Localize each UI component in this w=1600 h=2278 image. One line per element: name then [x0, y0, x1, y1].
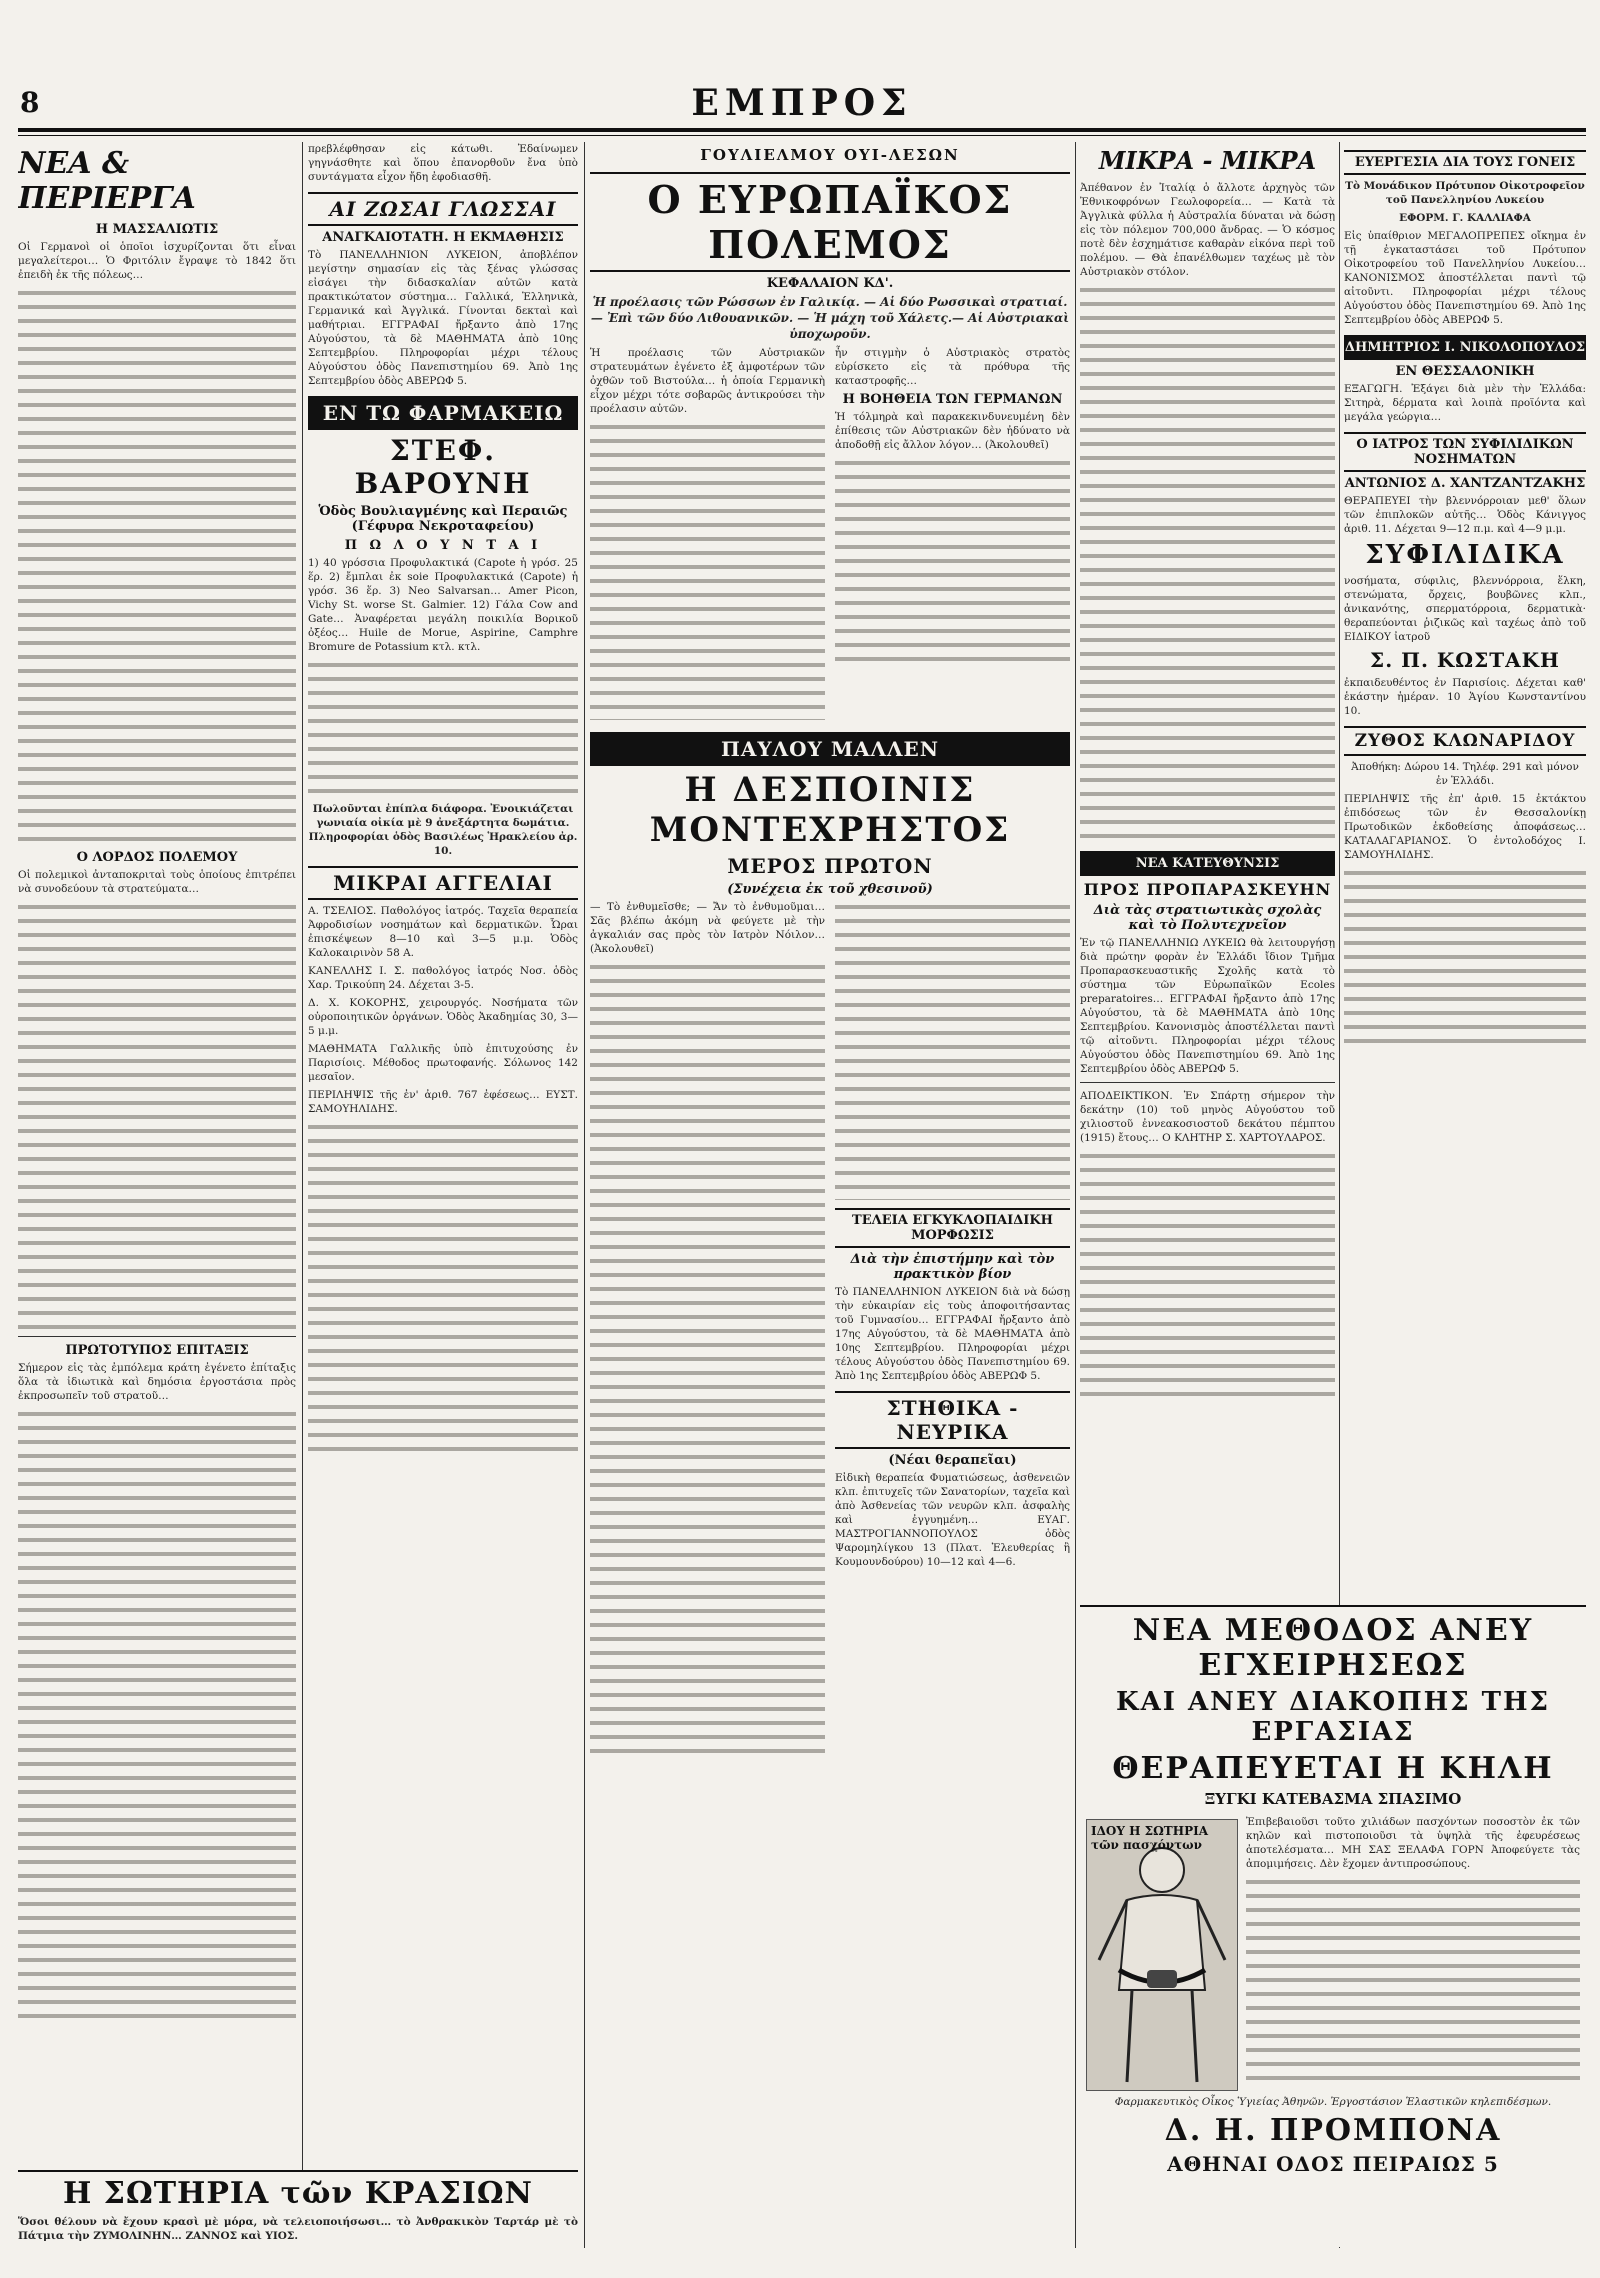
truss-illustration	[1086, 1819, 1238, 2091]
ad-text: Ἐν τῷ ΠΑΝΕΛΛΗΝΙΩ ΛΥΚΕΙΩ θὰ λειτουργήσῃ διὰ πρώτην φορὰν ἐν Ἑλλάδι ἴδιον Τμῆμα Προπαρασκευαστικῆς Σχολῆς κατὰ τὸ σύστημα τῶν Εὐρωπαϊκῶν Ecoles preparatoires… ΕΓΓΡΑΦΑΙ ἤρξαντο ἀπὸ 17ης Αὐγούστου, τὰ δὲ ΜΑΘΗΜΑΤΑ ἀπὸ 10ης Σεπτεμβρίου. Κανονισμὸς ἀποστέλλεται παντὶ τῷ αἰτοῦντι. Πληροφορίαι μέχρι τέλους Αὐγούστου ὁδὸς Πανεπιστημίου 69. Ἀπὸ 1ης Σεπτεμβρίου ὁδὸς ΑΒΕΡΩΦ 5.	[1080, 937, 1335, 1075]
ad-body	[1080, 1811, 1586, 2093]
pharmacy-list: 1) 40 γρόσσια Προφυλακτικά (Capote ἡ γρόσ. 25 ἕρ. 2) ἔμπλαι ἐκ soie Προφυλακτικά (Capote) ἡ γρόσ. 36 ἕρ. 3) Neo Salvarsan… Amer Picon, Vichy St. worse St. Galmier. 12) Γάλα Cow and Gate… Ἀναφέρεται μεγάλη ποικιλία Βορικοῦ ὀξέος… Huile de Morue, Aspirine, Camphre Bromure de Potassium κτλ. κτλ.	[308, 557, 578, 653]
article-body: Ἡ προέλασις τῶν Αὐστριακῶν στρατευμάτων ἐγένετο ἐξ ἀμφοτέρων τῶν ὀχθῶν τοῦ Βιστούλα… ἡ ὁποία Γερμανικὴ εἶχον μέχρι τότε σοβαρῶς ἀντικρούσει τὴν προέλασιν αὐτῶν.	[590, 347, 825, 415]
article-deck: Ἡ προέλασις τῶν Ρώσσων ἐν Γαλικίᾳ. — Αἱ δύο Ρωσσικαὶ στρατιαί.— Ἐπὶ τῶν δύο Λιθουανικῶν. — Ἡ μάχη τοῦ Χάλετς.— Αἱ Αὐστριακαὶ ὑποχωροῦν.	[590, 295, 1070, 341]
column-2	[308, 142, 578, 2254]
article-body	[18, 900, 296, 1330]
article-body-continued	[835, 456, 1070, 666]
ad-subheading: Τὸ Μονάδικον Πρότυπον Οἰκοτροφεῖον τοῦ Πανελληνίου Λυκείου	[1345, 180, 1585, 206]
serial-note: (Συνέχεια ἐκ τοῦ χθεσινοῦ)	[727, 882, 933, 897]
masthead-rule-thin	[18, 135, 1586, 136]
ad-heading: ΤΕΛΕΙΑ ΕΓΚΥΚΛΟΠΑΙΔΙΚΗ ΜΟΡΦΩΣΙΣ	[835, 1208, 1070, 1248]
ad-heading: ΝΕΑ ΚΑΤΕΥΘΥΝΣΙΣ	[1080, 851, 1335, 876]
ad-subheading: ΠΡΟΣ ΠΡΟΠΑΡΑΣΚΕΥΗΝ	[1083, 880, 1332, 899]
classified-ad: Δ. Χ. ΚΟΚΟΡΗΣ, χειρουργός. Νοσήματα τῶν οὐροποιητικῶν ὀργάνων. Ὁδὸς Ἀκαδημίας 30, 3—5 μ.μ.	[308, 997, 578, 1037]
serial-title: Η ΔΕΣΠΟΙΝΙΣ ΜΟΝΤΕΧΡΗΣΤΟΣ	[649, 770, 1011, 850]
column-divider	[584, 142, 585, 2248]
newspaper-page	[18, 0, 1586, 2278]
ad-heading: ΣΥΦΙΛΙΔΙΚΑ	[1365, 540, 1565, 570]
masthead-rule	[18, 128, 1586, 132]
story-title: ΠΡΩΤΟΤΥΠΟΣ ΕΠΙΤΑΞΙΣ	[65, 1343, 249, 1358]
article-continuation: πρεβλέφθησαν εἰς κάτωθι. Ἐδαίνωμεν γηγνάσθητε καὶ ὅπου ἐπανορθοῦν ἔνα ὑπὸ συντάγματα εἶχον ἤδη ἐφοδιασθῆ.	[308, 143, 578, 183]
ad-heading: ΑΙ ΖΩΣΑΙ ΓΛΩΣΣΑΙ	[308, 192, 578, 226]
story-lead: Οἱ πολεμικοὶ ἀνταποκριταὶ τοὺς ὁποίους ἐπιτρέπει νὰ συνοδεύουν τὰ στρατεύματα…	[18, 869, 296, 895]
wine-banner	[18, 2170, 578, 2272]
legal-notice: ΑΠΟΔΕΙΚΤΙΚΟΝ. Ἐν Σπάρτῃ σήμερον τὴν δεκάτην (10) τοῦ μηνὸς Αὐγούστου τοῦ χιλιοστοῦ ἐννεακοσιοστοῦ δεκάτου πέμπτου (1915) ἔτους… Ο ΚΛΗΤΗΡ Σ. ΧΑΡΤΟΥΛΑΡΟΣ.	[1080, 1090, 1335, 1144]
legal-notice: ΠΕΡΙΛΗΨΙΣ τῆς ἐπ' ἀριθ. 15 ἐκτάκτου ἐπιδόσεως τῶν ἐν Θεσσαλονίκῃ Πρωτοδικῶν ἐκδοθείσης ἀποφάσεως… ΚΑΤΑΛΑΓΑΡΙΑΝΟΣ. Ὁ ἐντολοδόχος Ι. ΣΑΜΟΥΗΛΙΔΗΣ.	[1344, 793, 1586, 861]
news-briefs: Ἀπέθανον ἐν Ἰταλίᾳ ὁ ἄλλοτε ἀρχηγὸς τῶν Ἐθνικοφρόνων Γεωλοφορεία… — Κατὰ τὰ Ἀγγλικὰ φύλλα ἡ Αὐστραλία δύναται νὰ δώσῃ εἰς τὸν πόλεμον 700,000 ἄνδρας. — Ὁ κόσμος ποτὲ δὲν ἐσχημάτισε καθαρὰν εἰκόνα περὶ τοῦ πολέμου. — Θὰ ἐπανέλθωμεν ταχέως μὲ τὸν Αὐστριακὸν στόλον.	[1080, 182, 1335, 278]
pharmacy-name: ΣΤΕΦ. ΒΑΡΟΥΝΗ	[354, 434, 532, 500]
column-3	[590, 142, 1070, 2254]
ad-text: ΘΕΡΑΠΕΥΕΙ τὴν βλεννόρροιαν μεθ' ὅλων τῶν ἐπιπλοκῶν αὐτῆς… Ὁδὸς Κάνιγγος ἀριθ. 11. Δέχεται 9—12 π.μ. καὶ 4—9 μ.μ.	[1344, 495, 1586, 535]
ad-subheading: Διὰ τὰς στρατιωτικὰς σχολὰς καὶ τὸ Πολυτεχνεῖον	[1093, 903, 1322, 933]
article-title: Ο ΕΥΡΩΠΑΪΚΟΣ ΠΟΛΕΜΟΣ	[590, 172, 1070, 272]
ad-subheading: ΕΝ ΘΕΣΣΑΛΟΝΙΚΗ	[1395, 364, 1535, 379]
ad-subheading: ΑΝΤΩΝΙΟΣ Δ. ΧΑΝΤΖΑΝΤΖΑΚΗΣ	[1344, 476, 1586, 491]
article-col-right	[835, 346, 1070, 724]
serial-col-right	[835, 900, 1070, 1764]
serial-kicker: ΠΑΥΛΟΥ ΜΑΛΛΕΝ	[590, 732, 1070, 766]
ad-text: νοσήματα, σύφιλις, βλεννόρροια, ἕλκη, στενώματα, ὄρχεις, βουβῶνες κλπ., ἀνικανότης, σπερματόρροια, δερματικὰ· θεραπεύονται ῥιζικῶς καὶ ταχέως ἀπὸ τοῦ ΕΙΔΙΚΟΥ ἰατροῦ	[1344, 575, 1586, 643]
ad-heading: ΣΤΗΘΙΚΑ - ΝΕΥΡΙΚΑ	[835, 1391, 1070, 1449]
pharmacy-address: Ὁδὸς Βουλιαγμένης καὶ Περαιῶς (Γέφυρα Νεκροταφείου)	[318, 504, 568, 534]
ad-footer-name: Δ. Η. ΠΡΟΜΠΟΝΑ	[1164, 2113, 1502, 2148]
article-body: Ἡ τόλμηρὰ καὶ παρακεκινδυνευμένη δὲν ἐπίθεσις τῶν Αὐστριακῶν δὲν ἠδύνατο νὰ ἀποδοθῇ εἰς ἄλλον λόγον… (Ἀκολουθεῖ)	[835, 411, 1070, 451]
classifieds-heading: ΜΙΚΡΑΙ ΑΓΓΕΛΙΑΙ	[308, 866, 578, 900]
pharmacy-sells: Π Ω Λ Ο Υ Ν Τ Α Ι	[344, 538, 542, 553]
serial-col-left	[590, 900, 825, 1764]
page-number: 8	[20, 86, 40, 119]
column-divider	[1075, 142, 1076, 2248]
hernia-ad	[1080, 1605, 1586, 2247]
ad-heading: ΕΥΕΡΓΕΣΙΑ ΔΙΑ ΤΟΥΣ ΓΟΝΕΙΣ	[1344, 150, 1586, 175]
ad-subhead: ΞΥΓΚΙ ΚΑΤΕΒΑΣΜΑ ΣΠΑΣΙΜΟ	[1204, 1790, 1462, 1808]
classified-ad: ΚΑΝΕΛΛΗΣ Ι. Σ. παθολόγος ἰατρός Νοσ. ὁδὸς Χαρ. Τρικούπη 24. Δέχεται 3-5.	[308, 965, 578, 991]
serial-columns	[590, 900, 1070, 1764]
ad-footer-text: Φαρμακευτικὸς Οἶκος Ὑγιείας Ἀθηνῶν. Ἐργοστάσιον Ἑλαστικῶν κηλεπιδέσμων.	[1114, 2096, 1552, 2108]
ad-text-continued	[1246, 1875, 1580, 2085]
ad-text: ἐκπαιδευθέντος ἐν Παρισίοις. Δέχεται καθ' ἑκάστην ἡμέραν. 10 Ἁγίου Κωνσταντίνου 10.	[1344, 677, 1586, 717]
classified-ad: ΜΑΘΗΜΑΤΑ Γαλλικῆς ὑπὸ ἐπιτυχούσης ἐν Παρισίοις. Μέθοδος πρωτοφανής. Σόλωνος 142 μεσαῖον.	[308, 1043, 578, 1083]
ad-heading: Σ. Π. ΚΩΣΤΑΚΗ	[1370, 648, 1560, 672]
legal-notice: ΠΕΡΙΛΗΨΙΣ τῆς ἐν' ἀριθ. 767 ἐφέσεως… ΕΥΣΤ. ΣΑΜΟΥΗΛΙΔΗΣ.	[308, 1089, 578, 1115]
legal-notice-body	[1080, 1149, 1335, 1399]
article-body-continued	[590, 420, 825, 720]
figure-icon	[1087, 1820, 1237, 2090]
ad-subheading: ΕΦΟΡΜ. Γ. ΚΑΛΛΙΑΦΑ	[1399, 212, 1531, 224]
serial-part: ΜΕΡΟΣ ΠΡΩΤΟΝ	[727, 854, 933, 878]
ad-headline: ΝΕΑ ΜΕΘΟΔΟΣ ΑΝΕΥ ΕΓΧΕΙΡΗΣΕΩΣ	[1132, 1613, 1534, 1683]
story-title: Ο ΛΟΡΔΟΣ ΠΟΛΕΜΟΥ	[76, 850, 238, 865]
ad-text: Εἰς ὑπαίθριον ΜΕΓΑΛΟΠΡΕΠΕΣ οἴκημα ἐν τῇ ἐγκαταστάσει τοῦ Πρότυπον Οἰκοτροφείου τοῦ Πανελληνίου Λυκείου… ΚΑΝΟΝΙΣΜΟΣ ἀποστέλλεται παντὶ τῷ αἰτοῦντι. Πληροφορίαι μέχρι τέλους Αὐγούστου ὁδὸς Πανεπιστημίου 69. Ἀπὸ 1ης Σεπτεμβρίου ὁδὸς ΑΒΕΡΩΦ 5.	[1344, 230, 1586, 326]
ad-text: Εἰδικὴ θεραπεία Φυματιώσεως, ἀσθενειῶν κλπ. ἐπιτυχεῖς τῶν Σανατορίων, ταχεῖα καὶ ἀπὸ Ἀσθενείας τῶν νευρῶν κλπ. ἀσφαλὴς καὶ ἐγγυημένη… ΕΥΑΓ. ΜΑΣΤΡΟΓΙΑΝΝΟΠΟΥΛΟΣ ὁδὸς Ψαρομηλίγκου 13 (Πλατ. Ἐλευθερίας ἢ Κουμουνδούρου) 10—12 καὶ 4—6.	[835, 1472, 1070, 1568]
banner-title: Η ΣΩΤΗΡΙΑ τῶν ΚΡΑΣΙΩΝ	[63, 2176, 533, 2211]
figure-caption: ΙΔΟΥ Η ΣΩΤΗΡΙΑ τῶν πασχόντων	[1091, 1824, 1209, 1852]
serial-text-continued	[835, 900, 1070, 1200]
story-lead: Σήμερον εἰς τὰς ἐμπόλεμα κράτη ἐγένετο ἐπίταξις ὅλα τὰ ἰδιωτικὰ καὶ δημόσια ἐργοστάσια πρὸς ἐκπροσωπεῖν τοῦ στρατοῦ…	[18, 1362, 296, 1402]
banner-text: Ὅσοι θέλουν νὰ ἔχουν κρασὶ μὲ μόρα, νὰ τελειοποιήσωσι… τὸ Ἀνθρακικὸν Ταρτάρ μὲ τὸ Πάτμια τὴν ΖΥΜΟΛΙΝΗΝ… ΖΑΝΝΟΣ καὶ ΥΙΟΣ.	[18, 2216, 578, 2242]
ad-heading: ΖΥΘΟΣ ΚΛΩΝΑΡΙΔΟΥ	[1344, 726, 1586, 756]
ad-subheading: ΑΝΑΓΚΑΙΟΤΑΤΗ. Η ΕΚΜΑΘΗΣΙΣ	[322, 230, 564, 245]
column-1	[18, 142, 296, 2254]
ad-text: Ἀποθήκη: Δώρου 14. Τηλέφ. 291 καὶ μόνον ἐν Ἑλλάδι.	[1351, 761, 1579, 787]
chapter-label: ΚΕΦΑΛΑΙΟΝ ΚΔ'.	[766, 276, 894, 291]
article-subhead: Η ΒΟΗΘΕΙΑ ΤΩΝ ΓΕΡΜΑΝΩΝ	[842, 392, 1063, 407]
ad-subheading: Διὰ τὴν ἐπιστήμην καὶ τὸν πρακτικὸν βίον	[850, 1252, 1055, 1282]
section-title: ΝΕΑ & ΠΕΡΙΕΡΓΑ	[18, 146, 196, 216]
legal-notice-body	[1344, 866, 1586, 1046]
furniture-ad: Πωλοῦνται ἐπίπλα διάφορα. Ἐνοικιάζεται γωνιαία οἰκία μὲ 9 ἀνεξάρτητα δωμάτια. Πληροφορίαι ὁδὸς Βασιλέως Ἡρακλείου ἀρ. 10.	[308, 803, 578, 857]
divider	[1080, 1082, 1335, 1083]
article-body: ἦν στιγμὴν ὁ Αὐστριακὸς στρατὸς εὑρίσκετο εἰς τὰ πρόθυρα τῆς καταστροφῆς…	[835, 347, 1070, 387]
section-title: ΜΙΚΡΑ - ΜΙΚΡΑ	[1098, 146, 1317, 175]
ad-text: Ἐπιβεβαιοῦσι τοῦτο χιλιάδων πασχόντων ποσοστὸν ἐκ τῶν κηλῶν καὶ πιστοποιοῦσι τὰ ὑψηλὰ τῆς ἐφευρέσεως ἀποτελέσματα… ΜΗ ΣΑΣ ΞΕΛΑΦΑ ΓΟΡΝ Ἀποφεύγετε τὰς ἀπομιμήσεις. Δὲν ἔχομεν ἀντιπροσώπους.	[1246, 1816, 1580, 1870]
ad-text: Τὸ ΠΑΝΕΛΛΗΝΙΟΝ ΛΥΚΕΙΟΝ διὰ νὰ δώσῃ τὴν εὐκαιρίαν εἰς τοὺς ἀποφοιτήσαντας τοῦ Γυμνασίου… ΕΓΓΡΑΦΑΙ ἤρξαντο ἀπὸ 17ης Αὐγούστου, τὰ δὲ ΜΑΘΗΜΑΤΑ ἀπὸ 10ης Σεπτεμβρίου. Πληροφορίαι μέχρι τέλους Αὐγούστου ὁδὸς Πανεπιστημίου 69. Ἀπὸ 1ης Σεπτεμβρίου ὁδὸς ΑΒΕΡΩΦ 5.	[835, 1286, 1070, 1382]
article-body	[18, 286, 296, 846]
ad-headline: ΚΑΙ ΑΝΕΥ ΔΙΑΚΟΠΗΣ ΤΗΣ ΕΡΓΑΣΙΑΣ	[1116, 1687, 1550, 1747]
ad-subheading: (Νέαι θεραπεῖαι)	[888, 1453, 1017, 1468]
ad-heading: Ο ΙΑΤΡΟΣ ΤΩΝ ΣΥΦΙΛΙΔΙΚΩΝ ΝΟΣΗΜΑΤΩΝ	[1344, 432, 1586, 472]
article-kicker: ΓΟΥΛΙΕΛΜΟΥ ΟΥΙ-ΛΕΣΩΝ	[700, 146, 960, 164]
legal-notice-body	[308, 1120, 578, 1460]
article-body	[18, 1407, 296, 2027]
news-briefs-continued	[1080, 283, 1335, 843]
masthead	[18, 82, 1586, 126]
ad-footer-address: ΑΘΗΝΑΙ ΟΔΟΣ ΠΕΙΡΑΙΩΣ 5	[1167, 2152, 1499, 2176]
serial-text-continued	[590, 960, 825, 1760]
article-col-left	[590, 346, 825, 724]
story-title: Η ΜΑΣΣΑΛΙΩΤΙΣ	[95, 222, 219, 237]
serial-text: — Τὸ ἐνθυμεῖσθε; — Ἄν τὸ ἐνθυμοῦμαι… Σᾶς βλέπω ἀκόμη νὰ φεύγετε μὲ τὴν ἀγκαλιάν σας πρὸς τὸν Ιατρὸν Νόιλον… (Ἀκολουθεῖ)	[590, 901, 825, 955]
story-lead: Οἱ Γερμανοὶ οἱ ὁποῖοι ἰσχυρίζονται ὅτι εἶναι μεγαλείτεροι… Ὁ Φριτόλιν ἔγραψε τὸ 1842 ὅτι ἐπειδὴ ἐκ τῆς πόλεως…	[18, 241, 296, 281]
paper-name: ΕΜΠΡΟΣ	[691, 82, 913, 124]
ad-heading: ΔΗΜΗΤΡΙΟΣ Ι. ΝΙΚΟΛΟΠΟΥΛΟΣ	[1344, 335, 1586, 360]
pharmacy-list-continued	[308, 658, 578, 798]
ad-text: Τὸ ΠΑΝΕΛΛΗΝΙΟΝ ΛΥΚΕΙΟΝ, ἀποβλέπον μεγίστην σημασίαν εἰς τὰς ξένας γλώσσας εἰσάγει τὴν διδασκαλίαν αὐτῶν κατὰ πρακτικώτατον σύστημα… Γαλλικά, Ἑλληνικὰ, Γερμανικά καὶ Ἀγγλικά. Γίνονται δεκταὶ καὶ μαθήτριαι. ΕΓΓΡΑΦΑΙ ἤρξαντο ἀπὸ 17ης Αὐγούστου, τὰ δὲ ΜΑΘΗΜΑΤΑ ἀπὸ 10ης Σεπτεμβρίου. Πληροφορίαι μέχρι τέλους Αὐγούστου ὁδὸς Πανεπιστημίου 69. Ἀπὸ 1ης Σεπτεμβρίου ὁδὸς ΑΒΕΡΩΦ 5.	[308, 249, 578, 387]
column-divider	[302, 142, 303, 2248]
article-columns	[590, 346, 1070, 724]
ad-headline: ΘΕΡΑΠΕΥΕΤΑΙ Η ΚΗΛΗ	[1112, 1751, 1554, 1786]
divider	[18, 1336, 296, 1337]
pharmacy-heading: ΕΝ ΤΩ ΦΑΡΜΑΚΕΙΩ	[308, 396, 578, 430]
ad-text: ΕΞΑΓΩΓΗ. Ἐξάγει διὰ μὲν τὴν Ἑλλάδα: Σιτηρὰ, δέρματα καὶ λοιπὰ προϊόντα καὶ μεγάλα γεώργια…	[1344, 383, 1586, 423]
classified-ad: Α. ΤΣΕΛΙΟΣ. Παθολόγος ἰατρός. Ταχεῖα θεραπεία Ἀφροδισίων νοσημάτων καὶ δερματικῶν. Ὧραι ἐπισκέψεων 8—10 καὶ 3—5 μ.μ. Ὁδὸς Καλοκαιρινὸν 58 Α.	[308, 905, 578, 959]
